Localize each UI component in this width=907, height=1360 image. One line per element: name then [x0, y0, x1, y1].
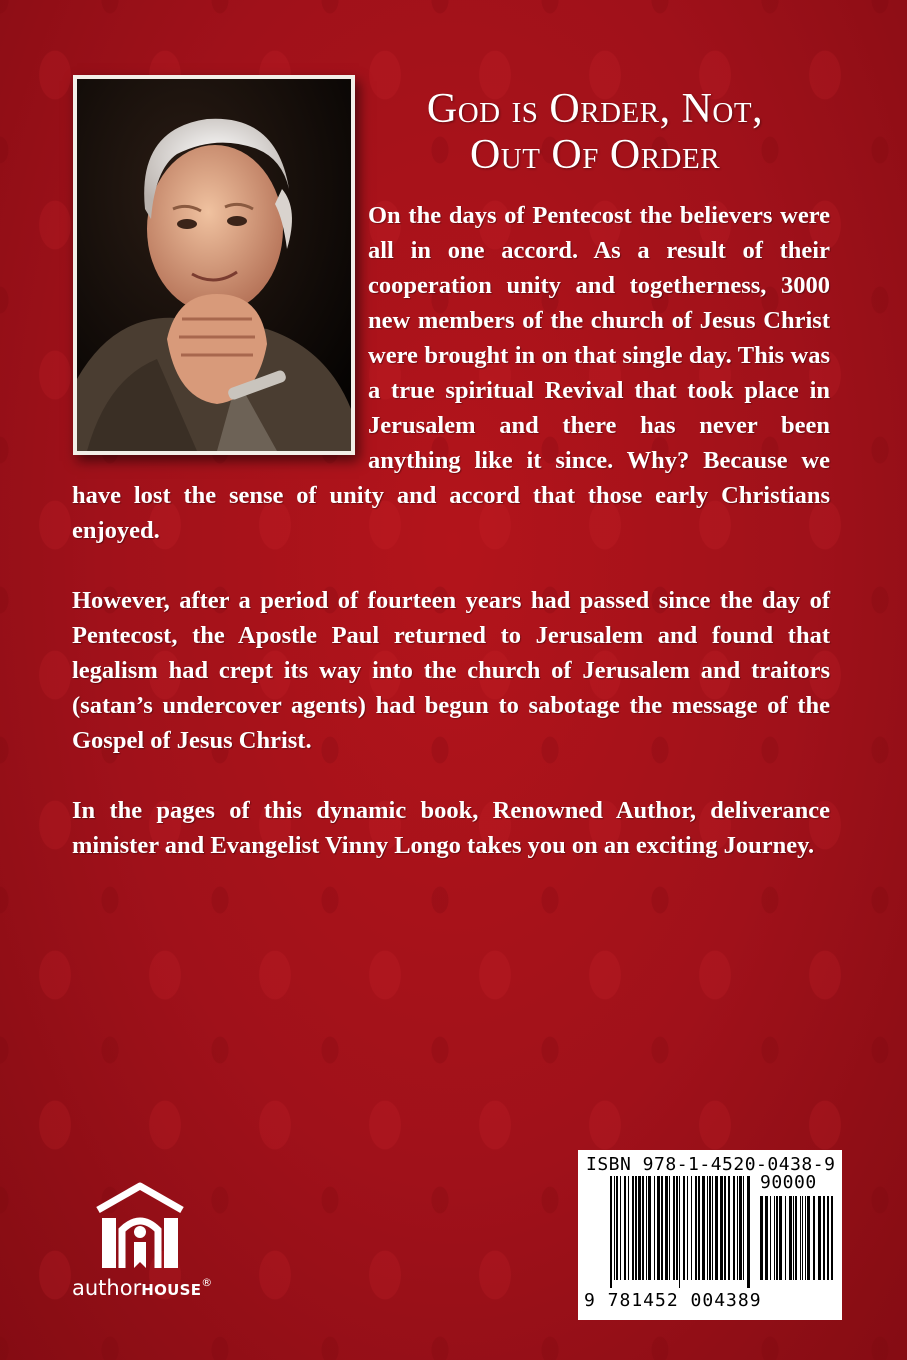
registered-mark: ®	[201, 1276, 213, 1289]
publisher-name	[72, 1276, 212, 1300]
book-title	[360, 86, 830, 178]
barcode-bar	[760, 1196, 763, 1280]
barcode-bar	[807, 1196, 810, 1280]
barcode-bar	[720, 1176, 723, 1280]
barcode-bar	[687, 1176, 688, 1280]
title-line-2: Out Of Order	[469, 132, 721, 178]
publisher-logo	[72, 1180, 272, 1310]
barcode-bar	[770, 1196, 771, 1280]
barcode-bar	[676, 1176, 678, 1280]
barcode-bar	[654, 1176, 655, 1280]
barcode-bar	[785, 1196, 786, 1280]
barcode-bar	[779, 1196, 782, 1280]
barcode-bar	[661, 1176, 663, 1280]
title-line-1: God is Order, Not,	[426, 86, 764, 132]
author-photo	[73, 75, 355, 455]
barcode-bar	[635, 1176, 637, 1280]
barcode-bar	[789, 1196, 792, 1280]
barcode-bar	[709, 1176, 711, 1280]
barcode-bar	[747, 1176, 750, 1288]
barcode-bar	[665, 1176, 668, 1280]
barcode-bar	[628, 1176, 629, 1280]
barcode-bar	[776, 1196, 778, 1280]
barcode-bar	[795, 1196, 797, 1280]
barcode-bar	[813, 1196, 815, 1280]
addon-barcode-bars	[760, 1196, 834, 1288]
barcode-bar	[698, 1176, 700, 1280]
isbn-barcode	[578, 1150, 842, 1320]
barcode-bar	[610, 1176, 612, 1288]
barcode-bar	[632, 1176, 634, 1280]
barcode-bar	[827, 1196, 829, 1280]
barcode-bar	[673, 1176, 675, 1280]
barcode-bar	[679, 1176, 680, 1288]
barcode-bar	[793, 1196, 794, 1280]
description-paragraph-3: In the pages of this dynamic book, Renowned Author, deliverance minister and Evangelist Vinny Longo takes you on an exciting Journey.	[72, 797, 830, 859]
isbn-label: ISBN 978-1-4520-0438-9	[586, 1154, 836, 1175]
barcode-bar	[624, 1176, 626, 1280]
barcode-bar	[712, 1176, 713, 1280]
barcode-bar	[743, 1176, 744, 1280]
description-paragraph-1: On the days of Pentecost the believers were all in one accord. As a result of their cooperation unity and togetherness, 3000 new members of the church of Jesus Christ were brought in on that single day. This was a true spiritual Revival that took place in Jerusalem and there has never been anything like it since. Why? Because we have lost the sense of unity and accord that those early Christians enjoyed.	[72, 202, 830, 544]
description-paragraph-2: However, after a period of fourteen years had passed since the day of Pentecost, the Apostle Paul returned to Jerusalem and found that legalism had crept its way into the church of Jerusalem and traitors (satan’s undercover agents) had begun to sabotage the message of the Gospel of Jesus Christ.	[72, 587, 830, 754]
barcode-bar	[707, 1176, 708, 1280]
barcode-bar	[683, 1176, 685, 1280]
barcode-bar	[614, 1176, 615, 1280]
barcode-bar	[702, 1176, 705, 1280]
barcode-bar	[728, 1176, 730, 1280]
barcode-bar	[657, 1176, 660, 1280]
author-portrait-image	[77, 79, 351, 451]
barcode-bar	[800, 1196, 801, 1280]
ean-barcode-bars	[610, 1176, 750, 1288]
barcode-bar	[802, 1196, 803, 1280]
barcode-bar	[642, 1176, 644, 1280]
barcode-bar	[695, 1176, 697, 1280]
barcode-bar	[739, 1176, 742, 1280]
publisher-name-author: author	[72, 1276, 142, 1300]
barcode-bar	[616, 1176, 618, 1280]
barcode-bar	[818, 1196, 821, 1280]
barcode-bar	[737, 1176, 738, 1280]
barcode-bar	[691, 1176, 692, 1280]
barcode-bar	[774, 1196, 775, 1280]
price-addon-digits: 90000	[760, 1172, 817, 1193]
publisher-name-house: house	[141, 1276, 202, 1300]
barcode-bar	[733, 1176, 735, 1280]
barcode-bar	[715, 1176, 718, 1280]
authorhouse-logo-icon	[92, 1180, 188, 1272]
barcode-bar	[620, 1176, 621, 1280]
barcode-bar	[724, 1176, 726, 1280]
barcode-bar	[765, 1196, 768, 1280]
barcode-bar	[823, 1196, 825, 1280]
ean-digits: 9 781452 004389	[584, 1290, 762, 1311]
barcode-bar	[831, 1196, 833, 1280]
barcode-bar	[805, 1196, 806, 1280]
barcode-bar	[638, 1176, 641, 1280]
barcode-bar	[648, 1176, 651, 1280]
barcode-bar	[669, 1176, 670, 1280]
barcode-bar	[646, 1176, 647, 1280]
